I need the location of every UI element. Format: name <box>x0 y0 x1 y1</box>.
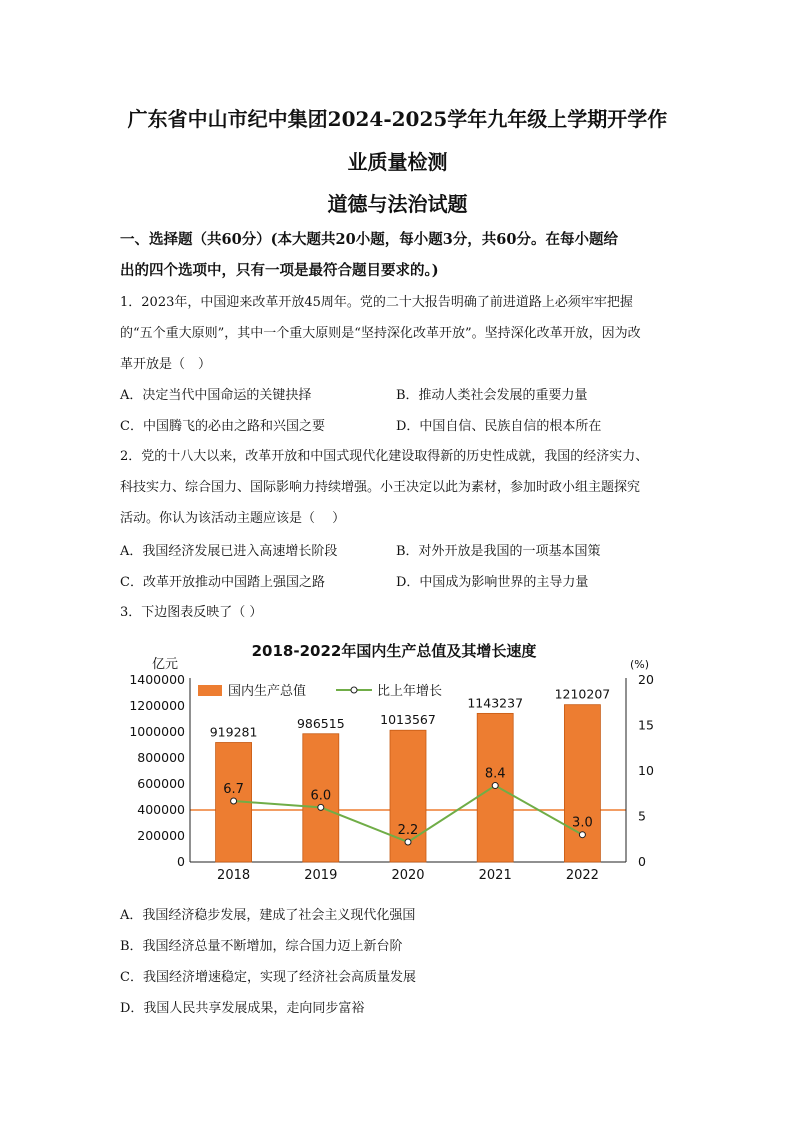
x-tick-label: 2018 <box>217 868 251 883</box>
gdp-chart <box>120 632 668 884</box>
legend-swatch-gdp <box>198 685 222 696</box>
y-tick-label: 1400000 <box>129 672 185 687</box>
question-3-option-b[interactable]: B．我国经济总量不断增加，综合国力迈上新台阶 <box>120 939 403 954</box>
growth-point <box>405 839 411 845</box>
bar-value-label: 986515 <box>296 715 345 731</box>
y-tick-label: 400000 <box>137 802 185 817</box>
x-tick-label: 2021 <box>478 868 512 883</box>
question-3-option-c[interactable]: C．我国经济增速稳定，实现了经济社会高质量发展 <box>120 970 416 985</box>
question-2-line2: 科技实力、综合国力、国际影响力持续增强。小王决定以此为素材，参加时政小组主题探究 <box>120 480 641 495</box>
y-tick-label: 1000000 <box>129 724 185 739</box>
question-2-line3: 活动。你认为该活动主题应该是（ ） <box>120 511 346 526</box>
gdp-chart-svg <box>120 632 668 884</box>
growth-value-label: 6.0 <box>310 788 332 804</box>
question-2-stem <box>120 441 690 534</box>
question-1-line2: 的“五个重大原则”，其中一个重大原则是“坚持深化改革开放”。坚持深化改革开放，因为改 <box>120 326 641 341</box>
growth-value-label: 2.2 <box>397 822 419 838</box>
exam-title-line2: 业质量检测 <box>347 150 448 174</box>
question-1-option-a[interactable]: A．决定当代中国命运的关键抉择 <box>120 388 312 403</box>
y-tick-label: 600000 <box>137 776 185 791</box>
x-tick-label: 2019 <box>304 868 338 883</box>
y2-tick-label: 0 <box>638 854 646 869</box>
question-3-stem <box>120 597 690 628</box>
question-1-option-b[interactable]: B．推动人类社会发展的重要力量 <box>396 388 588 403</box>
question-3-option-d[interactable]: D．我国人民共享发展成果，走向同步富裕 <box>120 1001 365 1016</box>
y2-tick-label: 10 <box>638 763 654 778</box>
section-heading-line1: 一、选择题（共60分）(本大题共20小题，每小题3分，共60分。在每小题给 <box>120 231 618 248</box>
y-tick-label: 1200000 <box>129 698 185 713</box>
legend-marker-growth <box>351 687 357 693</box>
bar-value-label: 919281 <box>209 724 258 740</box>
chart-title: 2018-2022年国内生产总值及其增长速度 <box>251 642 537 660</box>
question-2-option-a[interactable]: A．我国经济发展已进入高速增长阶段 <box>120 544 338 559</box>
y2-tick-label: 5 <box>638 808 646 824</box>
y2-tick-label: 15 <box>638 717 654 733</box>
y-axis-label: 亿元 <box>152 657 179 672</box>
growth-point <box>579 832 585 838</box>
growth-point <box>231 798 237 804</box>
growth-point <box>318 804 324 810</box>
question-2-line1: 2．党的十八大以来，改革开放和中国式现代化建设取得新的历史性成就，我国的经济实力、 <box>120 449 649 464</box>
question-1-option-d[interactable]: D．中国自信、民族自信的根本所在 <box>396 419 602 434</box>
exam-title-line1: 广东省中山市纪中集团2024-2025学年九年级上学期开学作 <box>127 107 668 131</box>
legend-label-growth: 比上年增长 <box>377 684 443 699</box>
x-tick-label: 2022 <box>565 868 599 883</box>
question-1-stem <box>120 287 690 380</box>
y-tick-label: 0 <box>177 854 185 869</box>
legend-label-gdp: 国内生产总值 <box>228 684 307 699</box>
bar-value-label: 1143237 <box>467 695 524 711</box>
section-heading <box>120 224 690 286</box>
bar-2022 <box>564 705 600 862</box>
y-tick-label: 800000 <box>137 750 185 765</box>
question-3-option-a[interactable]: A．我国经济稳步发展，建成了社会主义现代化强国 <box>120 908 416 923</box>
section-heading-line2: 出的四个选项中，只有一项是最符合题目要求的。) <box>120 262 439 279</box>
bar-value-label: 1013567 <box>380 712 436 728</box>
bar-value-label: 1210207 <box>554 686 611 702</box>
growth-value-label: 3.0 <box>572 815 593 831</box>
subject-title: 道德与法治试题 <box>327 192 468 216</box>
growth-value-label: 8.4 <box>484 766 506 782</box>
y2-tick-label: 20 <box>638 672 654 687</box>
growth-point <box>492 783 498 789</box>
y-tick-label: 200000 <box>137 828 185 843</box>
question-2-option-b[interactable]: B．对外开放是我国的一项基本国策 <box>396 544 601 559</box>
question-1-line3: 革开放是（ ） <box>120 357 212 372</box>
question-1-option-c[interactable]: C．中国腾飞的必由之路和兴国之要 <box>120 419 325 434</box>
growth-value-label: 6.7 <box>223 782 244 798</box>
question-2-option-d[interactable]: D．中国成为影响世界的主导力量 <box>396 575 589 590</box>
y2-axis-label: (%) <box>630 658 650 671</box>
question-3-line1: 3．下边图表反映了（ ） <box>120 605 263 620</box>
x-tick-label: 2020 <box>391 868 425 883</box>
question-1-line1: 1．2023年，中国迎来改革开放45周年。党的二十大报告明确了前进道路上必须牢牢把握 <box>120 295 633 310</box>
question-2-option-c[interactable]: C．改革开放推动中国踏上强国之路 <box>120 575 325 590</box>
